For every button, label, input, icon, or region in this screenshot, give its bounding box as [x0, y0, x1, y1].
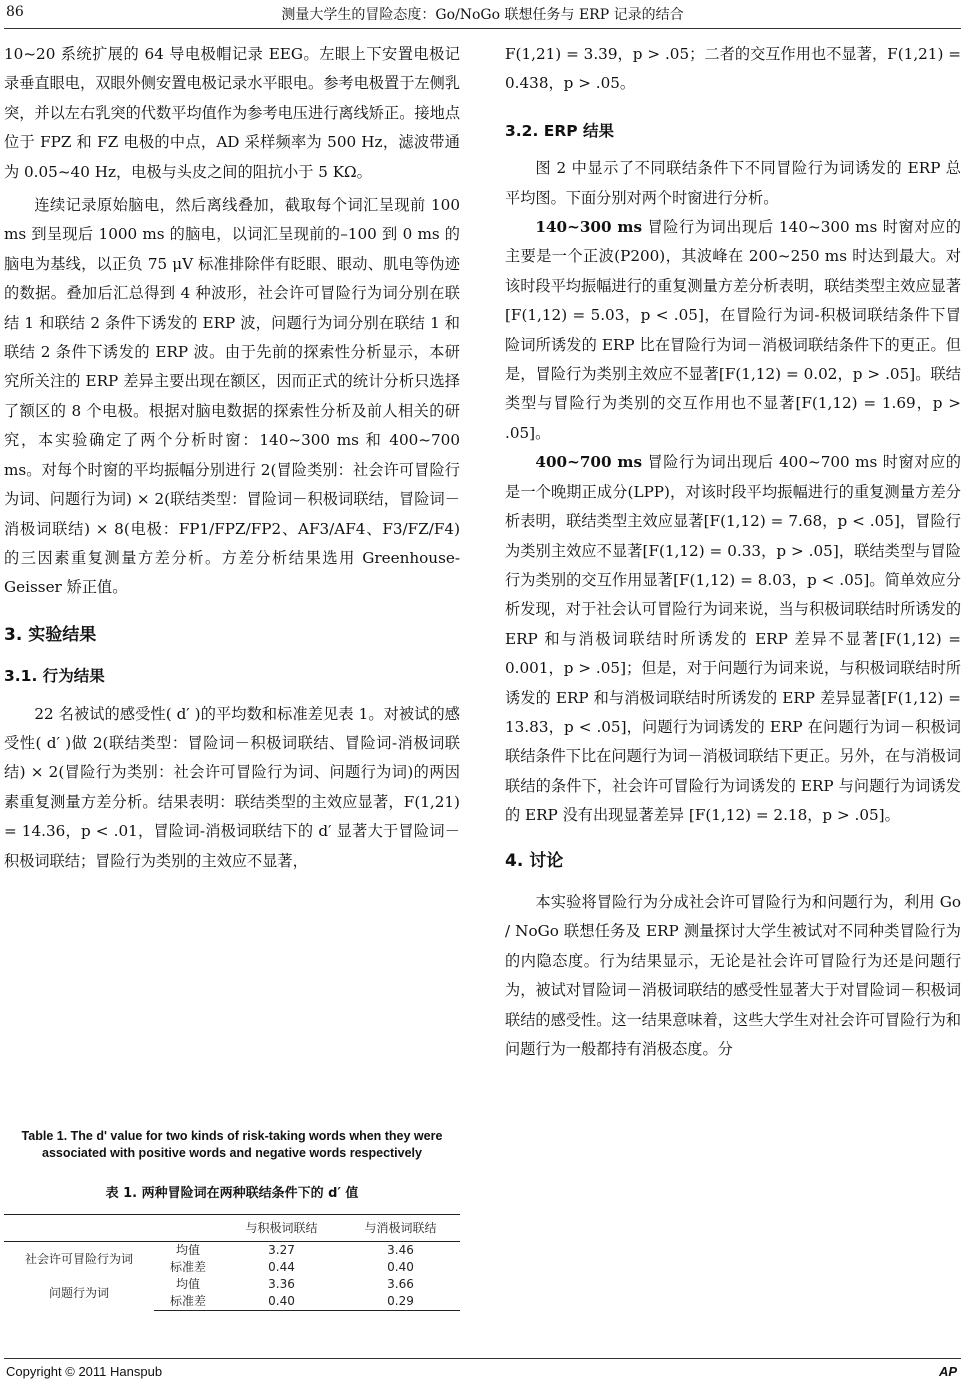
table-header-positive: 与积极词联结: [222, 1215, 341, 1242]
table-row: [4, 1276, 460, 1293]
header-rule: [4, 28, 961, 29]
paragraph: [505, 448, 961, 830]
table-stat-label: 标准差: [169, 1260, 206, 1274]
section-heading-3-1: 3.1. 行为结果: [4, 667, 105, 686]
copyright: Copyright © 2011 Hanspub: [6, 1364, 163, 1379]
section-heading-4: 4. 讨论: [505, 850, 564, 871]
table-group-label: 社会许可冒险行为词: [24, 1251, 133, 1266]
paragraph: 22 名被试的感受性( d′ )的平均数和标准差见表 1。对被试的感受性( d′ )做 2(联结类型：冒险词－积极词联结、冒险词-消极词联结) × 2(冒险行为类别：社会许可冒险行为词、问题行为词)的两因素重复测量方差分析。结果表明：联结类型的主效应显著，F(1,21) = 14.36，p < .01，冒险词-消极词联结下的 d′ 显著大于冒险词－积极词联结；冒险行为类别的主效应不显著，: [4, 704, 460, 870]
paragraph: F(1,21) = 3.39，p > .05；二者的交互作用也不显著，F(1,21) = 0.438，p > .05。: [505, 45, 961, 93]
table-caption-cn: 表 1. 两种冒险词在两种联结条件下的 d′ 值: [105, 1186, 359, 1201]
paragraph: [505, 213, 961, 448]
section-heading-3-2: 3.2. ERP 结果: [505, 121, 615, 140]
time-window-label: 400~700 ms: [535, 453, 643, 472]
table-cell: 3.27: [268, 1243, 295, 1257]
table-cell: 3.46: [387, 1243, 414, 1257]
paragraph-text: 冒险行为词出现后 400~700 ms 时窗对应的是一个晚期正成分(LPP)，对该时段平均振幅进行的重复测量方差分析表明，联结类型主效应显著[F(1,12) = 7.68，p < .05]，冒险行为类别主效应不显著[F(1,12) = 0.33，p > .05]，联结类型与冒险行为类别的交互作用显著[F(1,12) = 8.03，p < .05]。简单效应分析发现，对于社会认可冒险行为词来说，当与积极词联结时所诱发的 ERP 和与消极词联结时所诱发的 ERP 差异不显著[F(1,12) = 0.001，p > .05]；但是，对于问题行为词来说，与积极词联结时所诱发的 ERP 和与消极词联结时所诱发的 ERP 差异显著[F(1,12) = 13.83，p < .05]，问题行为词诱发的 ERP 在问题行为词－积极词联结条件下比在问题行为词－消极词联结下更正。另外，在与消极词联结的条件下，社会许可冒险行为词诱发的 ERP 与问题行为词诱发的 ERP 没有出现显著差异 [F(1,12) = 2.18，p > .05]。: [505, 453, 961, 825]
table-cell: 3.36: [268, 1277, 295, 1291]
time-window-label: 140~300 ms: [535, 218, 643, 237]
table-cell: 0.44: [268, 1260, 295, 1274]
table-cell: 0.40: [387, 1260, 414, 1274]
table-header-negative: 与消极词联结: [341, 1215, 460, 1242]
journal-abbrev: AP: [938, 1364, 957, 1379]
table-header-blank: [154, 1215, 222, 1242]
section-heading-3: 3. 实验结果: [4, 624, 97, 645]
paragraph: 10~20 系统扩展的 64 导电极帽记录 EEG。左眼上下安置电极记录垂直眼电，双眼外侧安置电极记录水平眼电。参考电极置于左侧乳突，并以左右乳突的代数平均值作为参考电压进行离线矫正。接地点位于 FPZ 和 FZ 电极的中点，AD 采样频率为 500 Hz，滤波带通为 0.05~40 Hz，电极与头皮之间的阻抗小于 5 KΩ。: [4, 45, 460, 181]
dprime-table: [4, 1214, 460, 1311]
running-title: 测量大学生的冒险态度：Go/NoGo 联想任务与 ERP 记录的结合: [281, 7, 684, 23]
table-stat-label: 均值: [175, 1277, 200, 1291]
right-column: [505, 40, 961, 1064]
paragraph: 连续记录原始脑电，然后离线叠加，截取每个词汇呈现前 100 ms 到呈现后 1000 ms 的脑电，以词汇呈现前的–100 到 0 ms 的脑电为基线，以正负 75 μV 标准排除伴有眨眼、眼动、肌电等伪迹的数据。叠加后汇总得到 4 种波形，社会许可冒险行为词分别在联结 1 和联结 2 条件下诱发的 ERP 波，问题行为词分别在联结 1 和联结 2 条件下诱发的 ERP 波。由于先前的探索性分析显示，本研究所关注的 ERP 差异主要出现在额区，因而正式的统计分析只选择了额区的 8 个电极。根据对脑电数据的探索性分析及前人相关的研究，本实验确定了两个分析时窗：140~300 ms 和 400~700 ms。对每个时窗的平均振幅分别进行 2(冒险类别：社会许可冒险行为词、问题行为词) × 2(联结类型：冒险词－积极词联结，冒险词－消极词联结) × 8(电极：FP1/FPZ/FP2、AF3/AF4、F3/FZ/F4)的三因素重复测量方差分析。方差分析结果选用 Greenhouse-Geisser 矫正值。: [4, 196, 460, 597]
paragraph: 本实验将冒险行为分成社会许可冒险行为和问题行为，利用 Go / NoGo 联想任务及 ERP 测量探讨大学生被试对不同种类冒险行为的内隐态度。行为结果显示，无论是社会许可冒险行为还是问题行为，被试对冒险词－消极词联结的感受性显著大于对冒险词－积极词联结的感受性。这一结果意味着，这些大学生对社会许可冒险行为和问题行为一般都持有消极态度。分: [505, 892, 961, 1058]
page-header: [0, 0, 965, 30]
page-number: 86: [6, 4, 24, 20]
paragraph: 图 2 中显示了不同联结条件下不同冒险行为词诱发的 ERP 总平均图。下面分别对两个时窗进行分析。: [505, 159, 961, 207]
table-stat-label: 均值: [175, 1243, 200, 1257]
footer-rule: [4, 1358, 961, 1359]
table-cell: 0.40: [222, 1293, 341, 1311]
table-header-blank: [4, 1215, 154, 1242]
table-group-label: 问题行为词: [48, 1285, 109, 1300]
table-row: [4, 1242, 460, 1260]
table-caption-en: Table 1. The d' value for two kinds of risk-taking words when they were associated with positive words and negative words respectively: [21, 1129, 443, 1160]
paragraph-text: 冒险行为词出现后 140~300 ms 时窗对应的主要是一个正波(P200)，其波峰在 200~250 ms 时达到最大。对该时段平均振幅进行的重复测量方差分析表明，联结类型主效应显著[F(1,12) = 5.03，p < .05]，在冒险行为词-积极词联结条件下冒险词所诱发的 ERP 比在冒险行为词－消极词联结条件下的更正。但是，冒险行为类别主效应不显著[F(1,12) = 0.02，p > .05]。联结类型与冒险行为类别的交互作用也不显著[F(1,12) = 1.69，p > .05]。: [505, 218, 961, 442]
table-cell: 0.29: [341, 1293, 460, 1311]
table-cell: 3.66: [387, 1277, 414, 1291]
table-header-row: [4, 1215, 460, 1242]
left-column: [4, 40, 460, 876]
table-stat-label: 标准差: [154, 1293, 222, 1311]
